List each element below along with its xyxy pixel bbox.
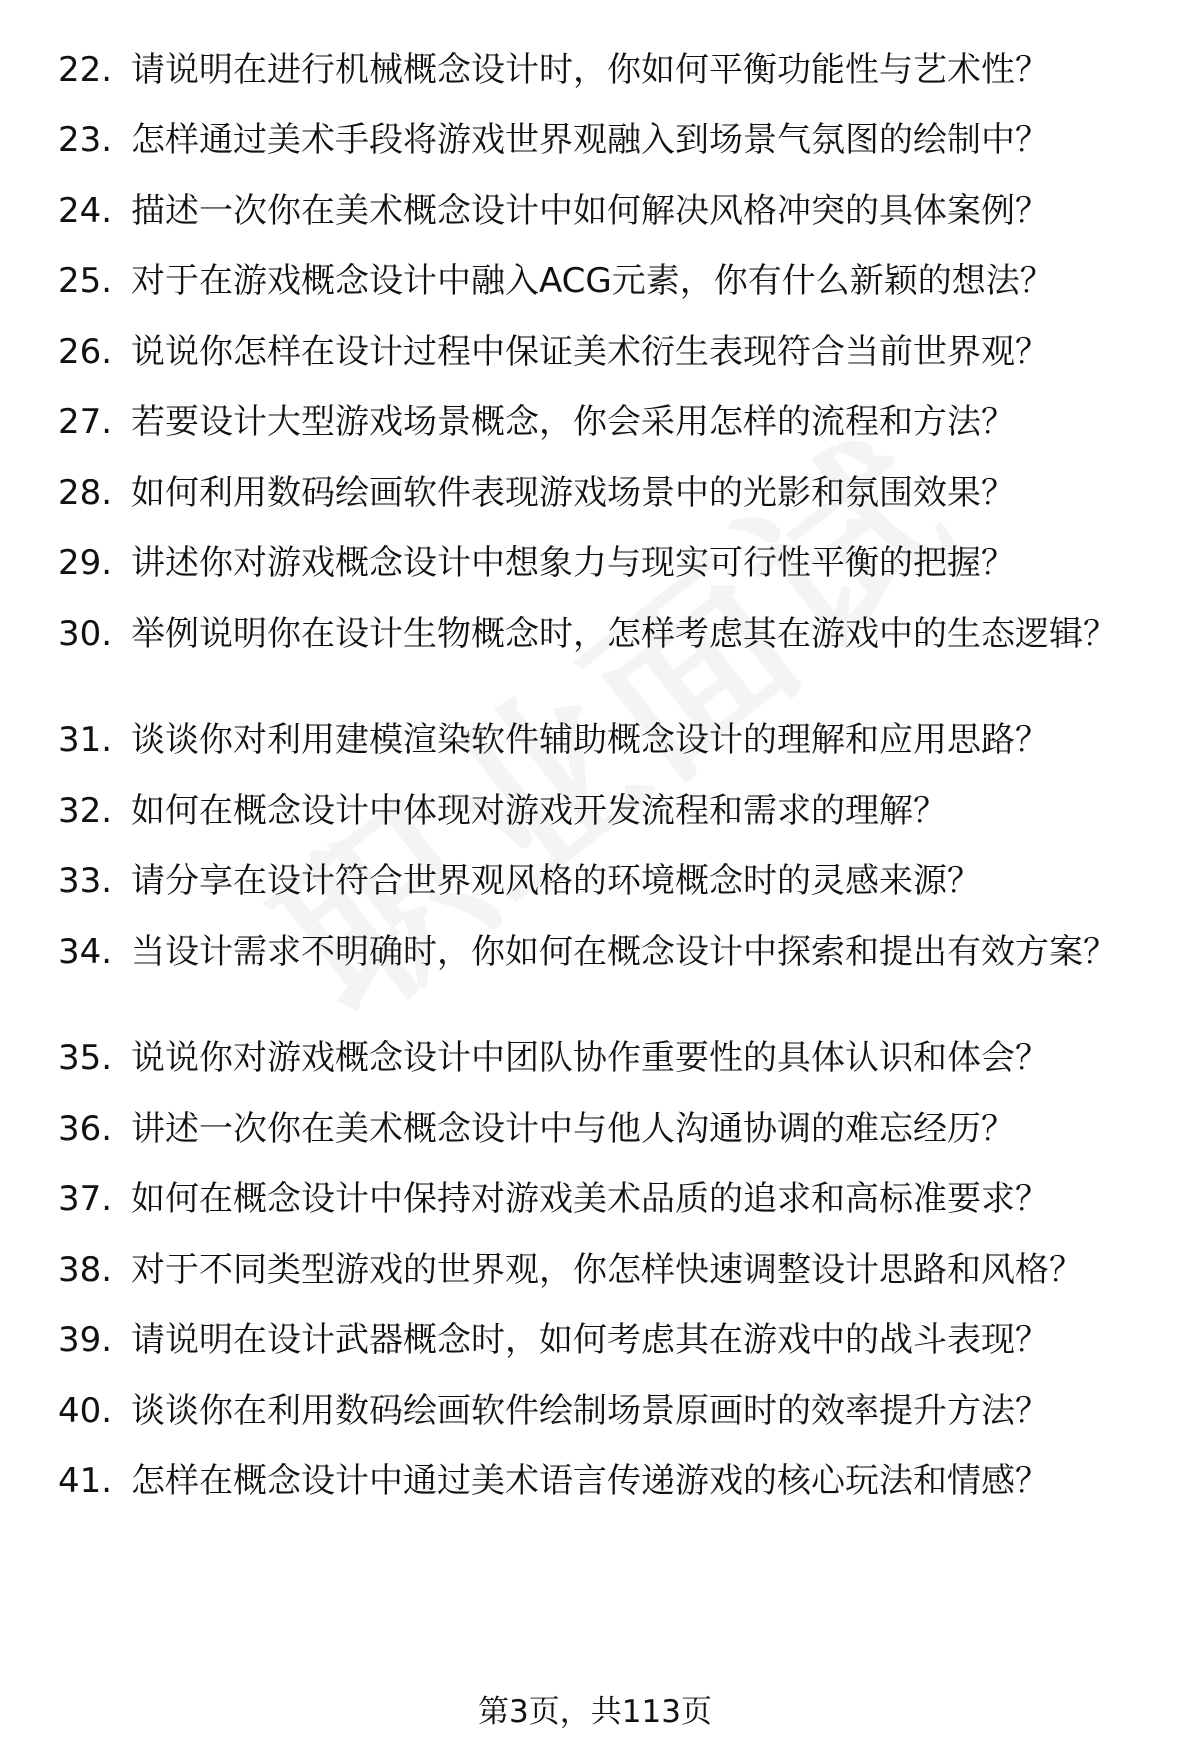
question-number: 41. bbox=[58, 1461, 113, 1501]
question-number: 33. bbox=[58, 861, 113, 901]
question-text: 说说你对游戏概念设计中团队协作重要性的具体认识和体会？ bbox=[131, 1038, 1049, 1078]
question-text: 说说你怎样在设计过程中保证美术衍生表现符合当前世界观？ bbox=[131, 332, 1049, 372]
question-text: 谈谈你在利用数码绘画软件绘制场景原画时的效率提升方法？ bbox=[131, 1391, 1049, 1431]
question-text: 怎样通过美术手段将游戏世界观融入到场景气氛图的绘制中？ bbox=[131, 120, 1049, 160]
question-number: 34. bbox=[58, 932, 113, 972]
question-number: 29. bbox=[58, 543, 113, 583]
question-number: 25. bbox=[58, 261, 113, 301]
question-number: 38. bbox=[58, 1250, 113, 1290]
question-number: 31. bbox=[58, 720, 113, 760]
question-text: 请说明在设计武器概念时，如何考虑其在游戏中的战斗表现？ bbox=[131, 1320, 1049, 1360]
page-number-footer: 第3页，共113页 bbox=[478, 1694, 712, 1730]
question-number: 27. bbox=[58, 402, 113, 442]
question-text: 请说明在进行机械概念设计时，你如何平衡功能性与艺术性？ bbox=[131, 50, 1049, 90]
question-text: 如何在概念设计中体现对游戏开发流程和需求的理解？ bbox=[131, 791, 947, 831]
question-number: 35. bbox=[58, 1038, 113, 1078]
question-number: 23. bbox=[58, 120, 113, 160]
question-number: 24. bbox=[58, 191, 113, 231]
question-text: 怎样在概念设计中通过美术语言传递游戏的核心玩法和情感？ bbox=[131, 1461, 1049, 1501]
question-text: 请分享在设计符合世界观风格的环境概念时的灵感来源？ bbox=[131, 861, 981, 901]
question-text: 举例说明你在设计生物概念时，怎样考虑其在游戏中的生态逻辑？ bbox=[131, 614, 1117, 654]
question-text: 对于在游戏概念设计中融入ACG元素，你有什么新颖的想法？ bbox=[131, 261, 1054, 301]
question-number: 40. bbox=[58, 1391, 113, 1431]
question-number: 26. bbox=[58, 332, 113, 372]
question-number: 22. bbox=[58, 50, 113, 90]
question-number: 36. bbox=[58, 1109, 113, 1149]
question-text: 讲述你对游戏概念设计中想象力与现实可行性平衡的把握？ bbox=[131, 543, 1015, 583]
question-number: 39. bbox=[58, 1320, 113, 1360]
question-text: 如何利用数码绘画软件表现游戏场景中的光影和氛围效果？ bbox=[131, 473, 1015, 513]
question-number: 28. bbox=[58, 473, 113, 513]
question-text: 谈谈你对利用建模渲染软件辅助概念设计的理解和应用思路？ bbox=[131, 720, 1049, 760]
question-number: 32. bbox=[58, 791, 113, 831]
question-text: 描述一次你在美术概念设计中如何解决风格冲突的具体案例？ bbox=[131, 191, 1049, 231]
question-text: 当设计需求不明确时，你如何在概念设计中探索和提出有效方案？ bbox=[131, 932, 1117, 972]
question-text: 如何在概念设计中保持对游戏美术品质的追求和高标准要求？ bbox=[131, 1179, 1049, 1219]
question-text: 讲述一次你在美术概念设计中与他人沟通协调的难忘经历？ bbox=[131, 1109, 1015, 1149]
question-number: 37. bbox=[58, 1179, 113, 1219]
question-number: 30. bbox=[58, 614, 113, 654]
question-text: 对于不同类型游戏的世界观，你怎样快速调整设计思路和风格？ bbox=[131, 1250, 1083, 1290]
question-text: 若要设计大型游戏场景概念，你会采用怎样的流程和方法？ bbox=[131, 402, 1015, 442]
